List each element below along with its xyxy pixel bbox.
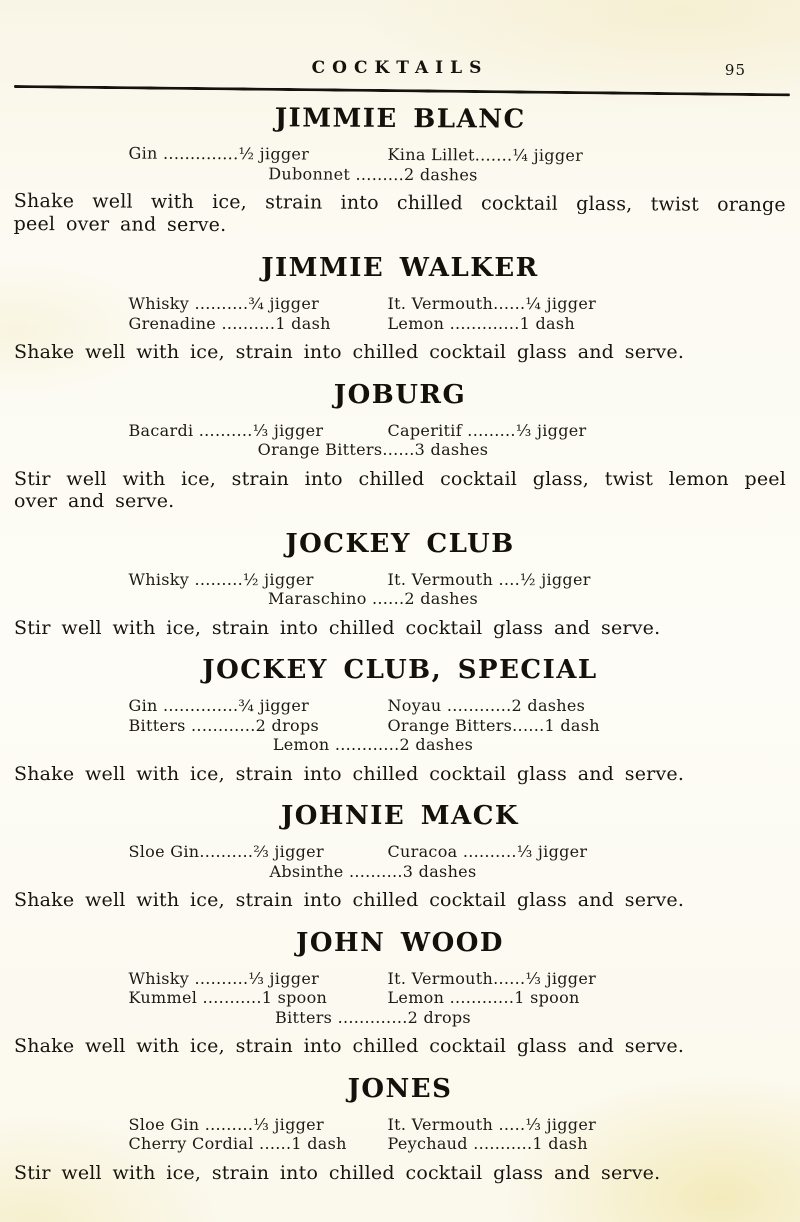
ingredient: Maraschino ......2 dashes (268, 589, 478, 608)
ingredient-list (0, 570, 773, 609)
ingredient-list (0, 143, 773, 186)
recipe-joburg (0, 380, 800, 513)
ingredient: It. Vermouth......⅓ jigger (387, 968, 597, 988)
header-rule (14, 85, 790, 96)
ingredient: Bacardi ..........⅓ jigger (128, 420, 324, 440)
ingredient: Lemon ............1 spoon (387, 988, 580, 1007)
instruction-line: Shake well with ice, strain into chilled cocktail glass and serve. (14, 889, 685, 911)
recipe-jimmie-walker (0, 253, 800, 364)
recipe-title: JONES (347, 1073, 453, 1104)
ingredient: Caperitif .........⅓ jigger (387, 420, 587, 440)
ingredient-row (0, 1008, 773, 1028)
instruction (14, 190, 786, 239)
ingredient-list (0, 969, 773, 1028)
instruction-line: peel over and serve. (13, 212, 227, 236)
ingredient-row (0, 862, 773, 882)
ingredient: Orange Bitters......3 dashes (257, 440, 489, 459)
ingredient-row (0, 969, 773, 989)
page-number: 95 (724, 61, 746, 79)
ingredient: Whisky ..........¾ jigger (128, 294, 320, 313)
ingredient: Peychaud ...........1 dash (387, 1134, 588, 1153)
recipe-title: JOCKEY CLUB, SPECIAL (202, 655, 598, 685)
ingredient: Cherry Cordial ......1 dash (128, 1134, 347, 1153)
ingredient: Gin ..............¾ jigger (128, 696, 310, 715)
recipe-john-wood (0, 928, 800, 1058)
instruction (14, 617, 786, 640)
ingredient: Curacoa ..........⅓ jigger (387, 842, 588, 861)
instruction-line: Stir well with ice, strain into chilled cocktail glass and serve. (14, 616, 661, 639)
ingredient: Bitters ............2 drops (128, 715, 320, 735)
ingredient-row (0, 589, 773, 609)
ingredient-row (0, 716, 773, 736)
ingredient: Sloe Gin..........⅔ jigger (128, 842, 324, 861)
ingredient: Bitters .............2 drops (275, 1007, 471, 1027)
recipe-jones (0, 1074, 800, 1185)
instruction (14, 341, 786, 364)
recipe-jockey-club (0, 529, 800, 640)
ingredient-row (0, 570, 773, 590)
ingredient-row (0, 314, 773, 334)
recipe-title: JOCKEY CLUB (285, 528, 515, 559)
ingredient-list (0, 1115, 773, 1154)
ingredient: Sloe Gin .........⅓ jigger (128, 1114, 324, 1134)
recipe-title: JIMMIE WALKER (261, 253, 539, 283)
recipe-title: JOBURG (333, 379, 467, 410)
instruction (14, 1162, 786, 1185)
ingredient: Grenadine ..........1 dash (128, 313, 331, 333)
ingredient: Kina Lillet.......¼ jigger (387, 144, 584, 165)
ingredient: Absinthe ..........3 dashes (269, 861, 477, 881)
ingredient: Lemon .............1 dash (387, 313, 575, 333)
instruction-line: Shake well with ice, strain into chilled cocktail glass and serve. (14, 341, 685, 363)
page-header (0, 0, 800, 88)
recipe-jimmie-blanc (0, 102, 800, 239)
ingredient: Kummel ...........1 spoon (128, 988, 328, 1007)
ingredient-row (0, 440, 773, 460)
instruction (14, 468, 786, 513)
ingredient: Noyau ............2 dashes (387, 696, 586, 715)
ingredient-row (0, 842, 773, 862)
ingredient-list (0, 696, 773, 755)
ingredient: Lemon ............2 dashes (272, 735, 474, 754)
ingredient: It. Vermouth .....⅓ jigger (387, 1114, 597, 1134)
ingredient: It. Vermouth......¼ jigger (387, 294, 597, 313)
ingredient-list (0, 294, 773, 333)
instruction-line: Shake well with ice, strain into chilled cocktail glass and serve. (14, 1035, 685, 1057)
ingredient-row (0, 1134, 773, 1154)
recipe-title: JOHN WOOD (296, 927, 504, 958)
instruction (14, 763, 786, 786)
recipe-title: JOHNIE MACK (280, 801, 520, 831)
ingredient-row (0, 696, 773, 716)
ingredient: It. Vermouth ....½ jigger (387, 569, 591, 589)
ingredient-list (0, 842, 773, 881)
recipe-title: JIMMIE BLANC (274, 103, 526, 135)
ingredient-list (0, 421, 773, 460)
ingredient-row (0, 1115, 773, 1135)
ingredient-row (0, 162, 773, 186)
instruction-line: Shake well with ice, strain into chilled cocktail glass and serve. (14, 762, 685, 785)
ingredient-row (0, 421, 773, 441)
instruction-line: over and serve. (14, 490, 175, 512)
ingredient: Orange Bitters......1 dash (387, 715, 600, 735)
instruction (14, 889, 786, 912)
recipe-jockey-club-special (0, 655, 800, 785)
ingredient-row (0, 735, 773, 755)
ingredient-row (0, 988, 773, 1008)
recipe-johnie-mack (0, 801, 800, 912)
ingredient: Dubonnet .........2 dashes (268, 163, 478, 184)
instruction-line: Stir well with ice, strain into chilled cocktail glass and serve. (14, 1161, 661, 1184)
ingredient-row (0, 294, 773, 314)
running-head: COCKTAILS (311, 58, 489, 78)
instruction-line: Stir well with ice, strain into chilled cocktail glass, twist lemon peel (14, 467, 786, 490)
ingredient: Whisky ..........⅓ jigger (128, 968, 320, 988)
instruction (14, 1035, 786, 1058)
ingredient: Gin ..............½ jigger (128, 143, 310, 164)
ingredient: Whisky .........½ jigger (128, 569, 314, 589)
instruction-line: Shake well with ice, strain into chilled cocktail glass, twist orange (13, 189, 786, 217)
